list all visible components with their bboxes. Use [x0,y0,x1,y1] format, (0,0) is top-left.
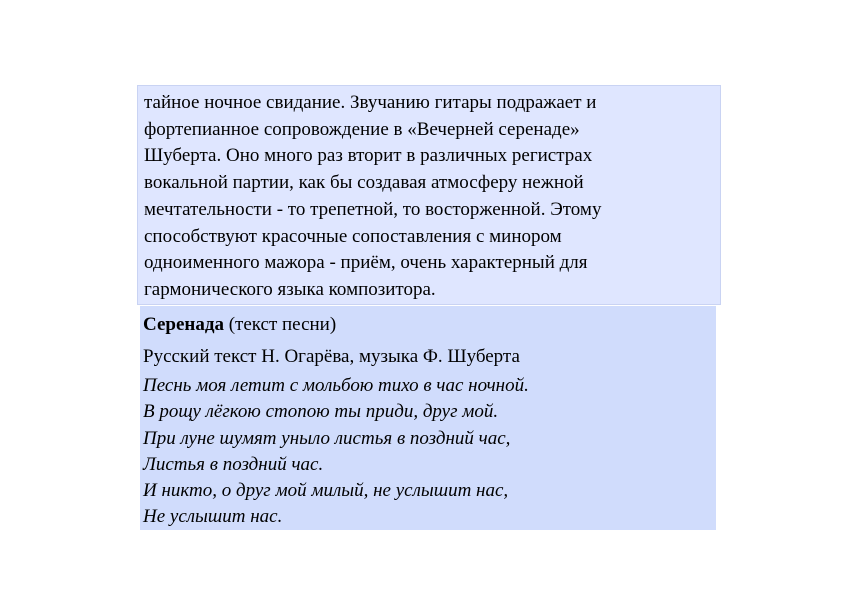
lyrics-line: Песнь моя летит с мольбою тихо в час ночной. [143,375,529,396]
lyrics-line: В рощу лёгкою стопою ты приди, друг мой. [143,401,499,423]
intro-line: гармонического языка композитора. [144,278,436,300]
lyrics-line: Не услышит нас. [143,506,283,528]
intro-line: тайное ночное свидание. Звучанию гитары подражает и [144,92,597,113]
lyrics-line: При луне шумят уныло листья в поздний час, [143,427,511,449]
song-subtitle: (текст песни) [223,314,337,335]
lyrics-line: Листья в поздний час. [143,453,324,475]
intro-paragraph-box [137,85,721,305]
song-lyrics [143,373,713,531]
intro-line: мечтательности - то трепетной, то восторженной. Этому [144,198,602,220]
intro-line: способствуют красочные сопоставления с минором [144,225,562,247]
intro-line: одноименного мажора - приём, очень характерный для [144,252,588,274]
song-text-box [140,306,716,530]
intro-line: фортепианное сопровождение в «Вечерней серенаде» [144,118,580,140]
song-heading [143,309,713,340]
song-credits: Русский текст Н. Огарёва, музыка Ф. Шуберта [143,346,520,367]
lyrics-line: И никто, о друг мой милый, не услышит нас, [143,480,509,502]
intro-line: вокальной партии, как бы создавая атмосферу нежной [144,172,584,194]
song-title: Серенада [143,314,224,335]
intro-line: Шуберта. Оно много раз вторит в различных регистрах [144,145,593,167]
